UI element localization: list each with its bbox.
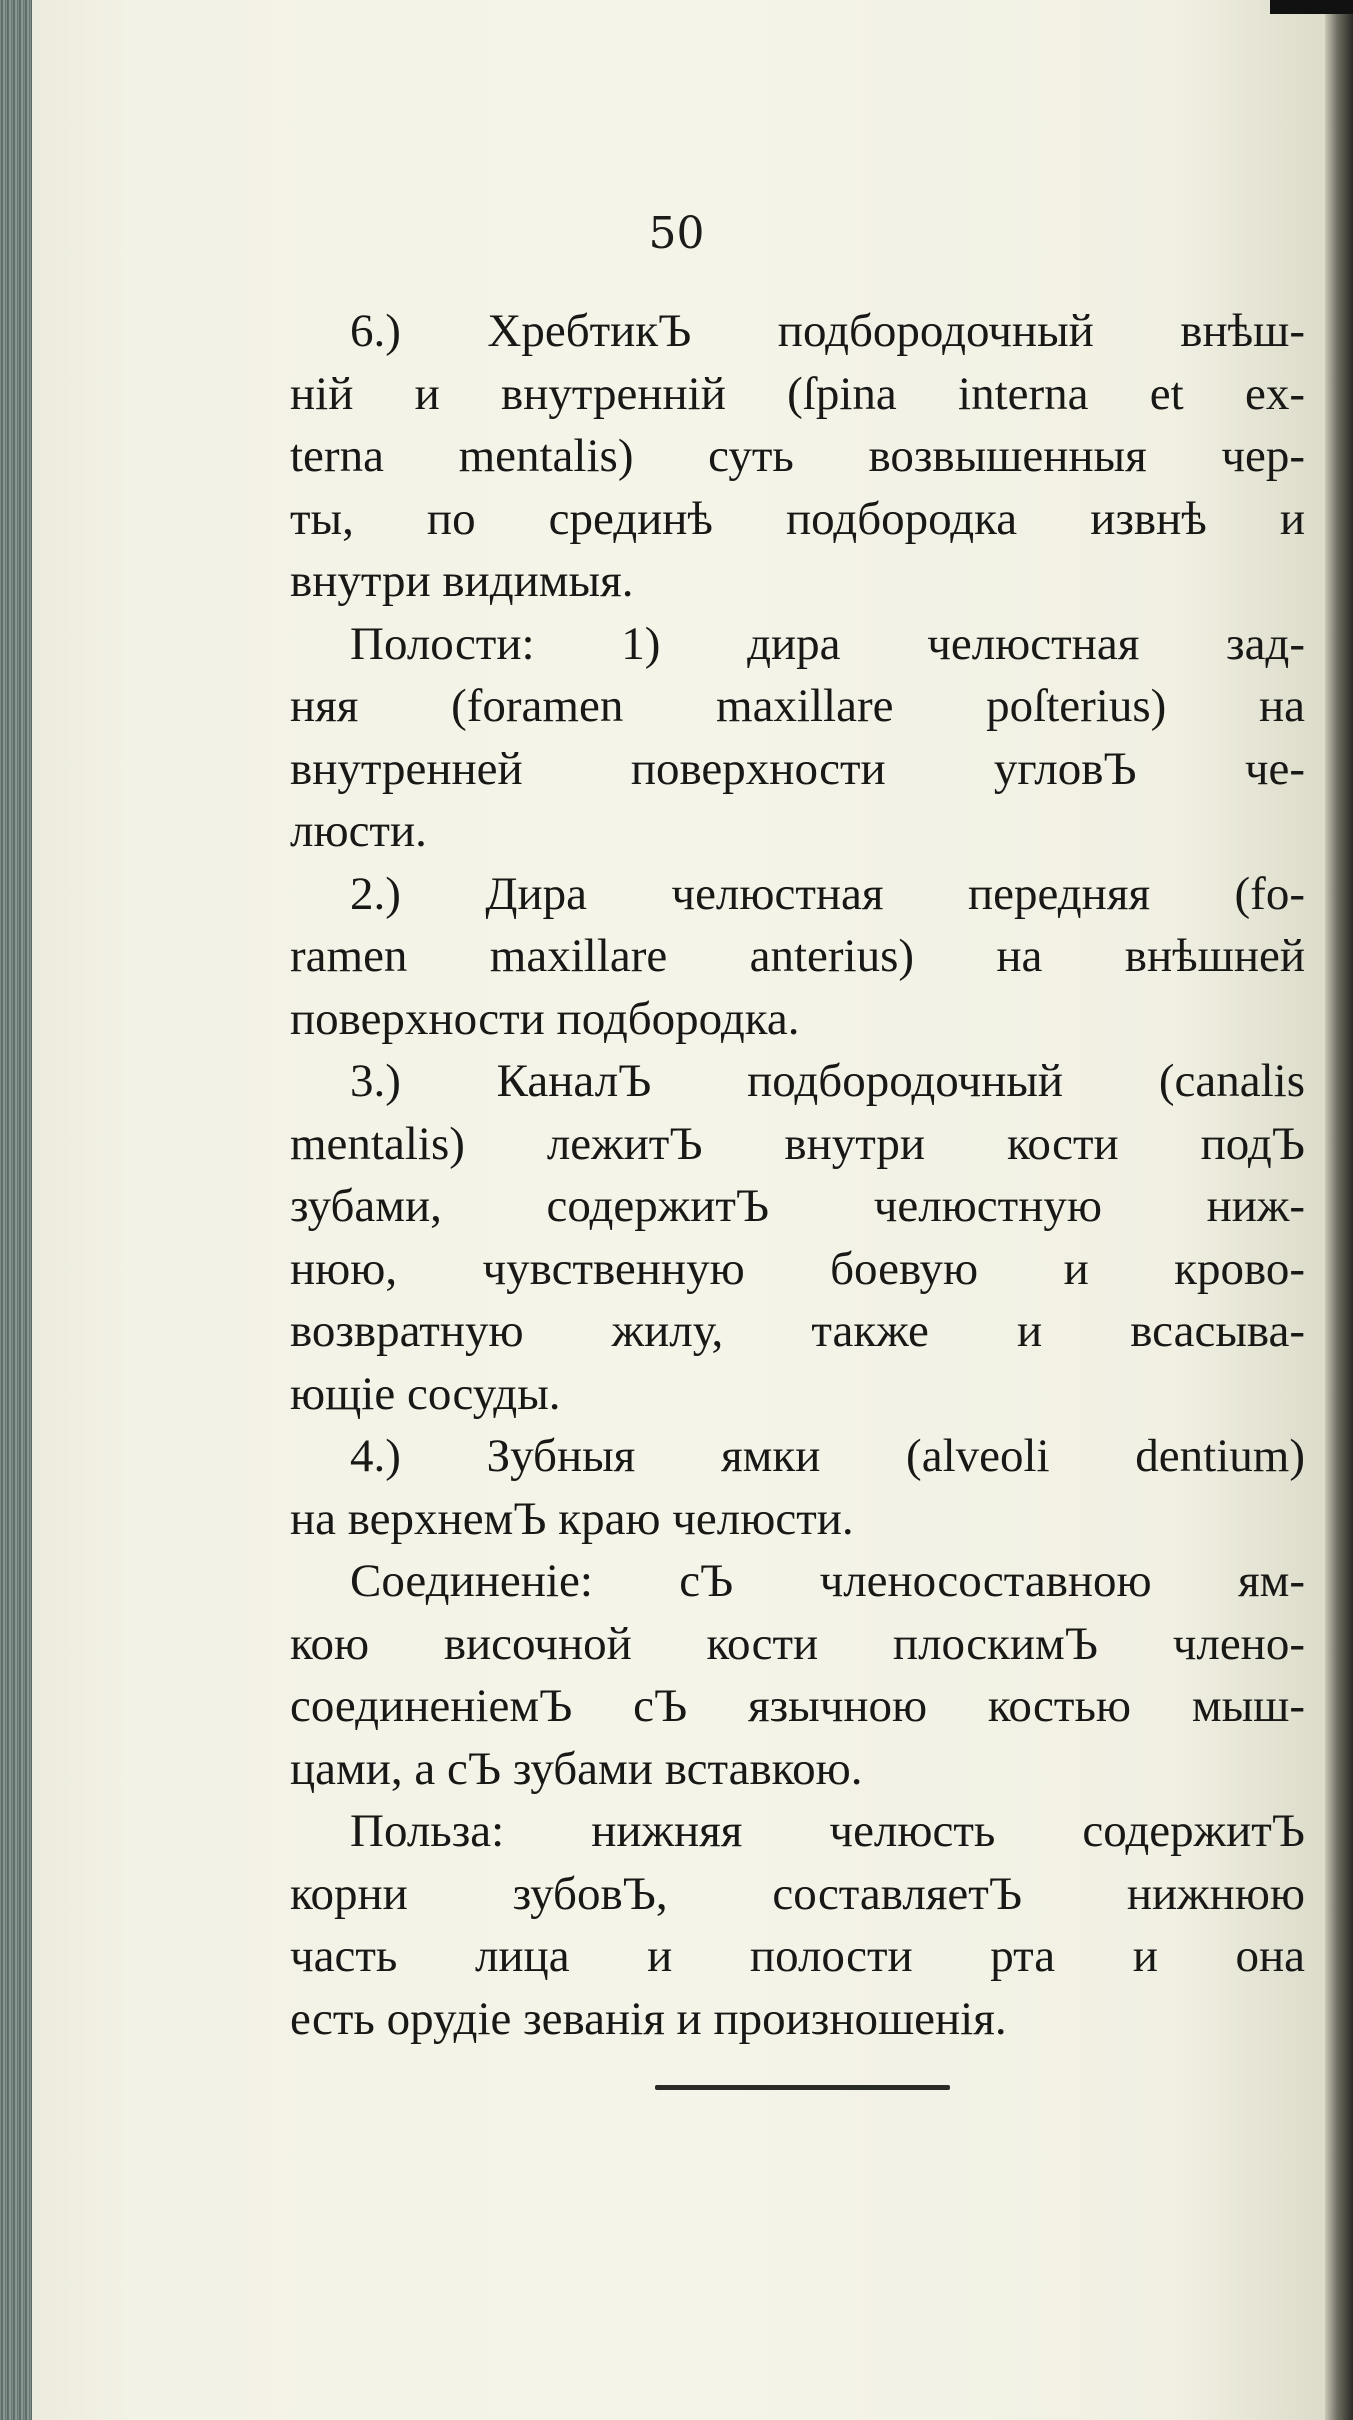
- text-line: внутри видимыя.: [290, 555, 634, 607]
- text-line: корни зубовЪ, составляетЪ нижнюю: [290, 1867, 1305, 1920]
- text-line: Соединенiе: сЪ членосоставною ям-: [350, 1555, 1305, 1607]
- page-number: 50: [648, 208, 705, 259]
- text-line: внутренней поверхности угловЪ че-: [290, 742, 1305, 795]
- text-line: возвратную жилу, также и всасыва-: [290, 1305, 1305, 1357]
- text-line: ющiе сосуды.: [290, 1367, 561, 1420]
- text-line: Полости: 1) дира челюстная зад-: [350, 617, 1305, 670]
- text-line: соединенiемЪ сЪ язычною костью мыш-: [290, 1680, 1305, 1732]
- text-line: ты, по срединѣ подбородка извнѣ и: [290, 492, 1305, 545]
- text-line: есть орудiе зеванiя и произношенiя.: [290, 1992, 1007, 2045]
- text-line: 4.) Зубныя ямки (alveoli dentium): [350, 1430, 1305, 1482]
- section-end-rule: [655, 2085, 950, 2090]
- text-line: поверхности подбородка.: [290, 992, 800, 1045]
- text-line: Польза: нижняя челюсть содержитЪ: [350, 1805, 1305, 1857]
- body-text: [290, 300, 1305, 2050]
- text-line: 6.) ХребтикЪ подбородочный внѣш-: [350, 305, 1305, 357]
- book-fore-edge: [0, 0, 32, 2420]
- text-line: 3.) КаналЪ подбородочный (canalis: [350, 1055, 1305, 1107]
- text-line: зубами, содержитЪ челюстную ниж-: [290, 1180, 1305, 1232]
- text-line: люсти.: [290, 805, 427, 857]
- page-corner-shadow: [1270, 0, 1353, 14]
- text-line: нюю, чувственную боевую и крово-: [290, 1242, 1305, 1295]
- text-line: часть лица и полости рта и она: [290, 1930, 1305, 1982]
- text-line: mentalis) лежитЪ внутри кости подЪ: [290, 1117, 1305, 1170]
- text-line: terna mentalis) суть возвышенныя чер-: [290, 430, 1305, 482]
- text-line: кою височной кости плоскимЪ члено-: [290, 1617, 1305, 1670]
- text-line: ramen maxillare anterius) на внѣшней: [290, 930, 1305, 982]
- page-gutter-shadow: [1325, 0, 1353, 2420]
- text-line: 2.) Дира челюстная передняя (fo-: [350, 867, 1305, 920]
- text-line: на верхнемЪ краю челюсти.: [290, 1492, 854, 1545]
- text-line: няя (foramen maxillare poſterius) на: [290, 680, 1305, 732]
- text-line: цами, а сЪ зубами вставкою.: [290, 1742, 863, 1795]
- text-line: нiй и внутреннiй (ſpina interna et ex-: [290, 367, 1305, 420]
